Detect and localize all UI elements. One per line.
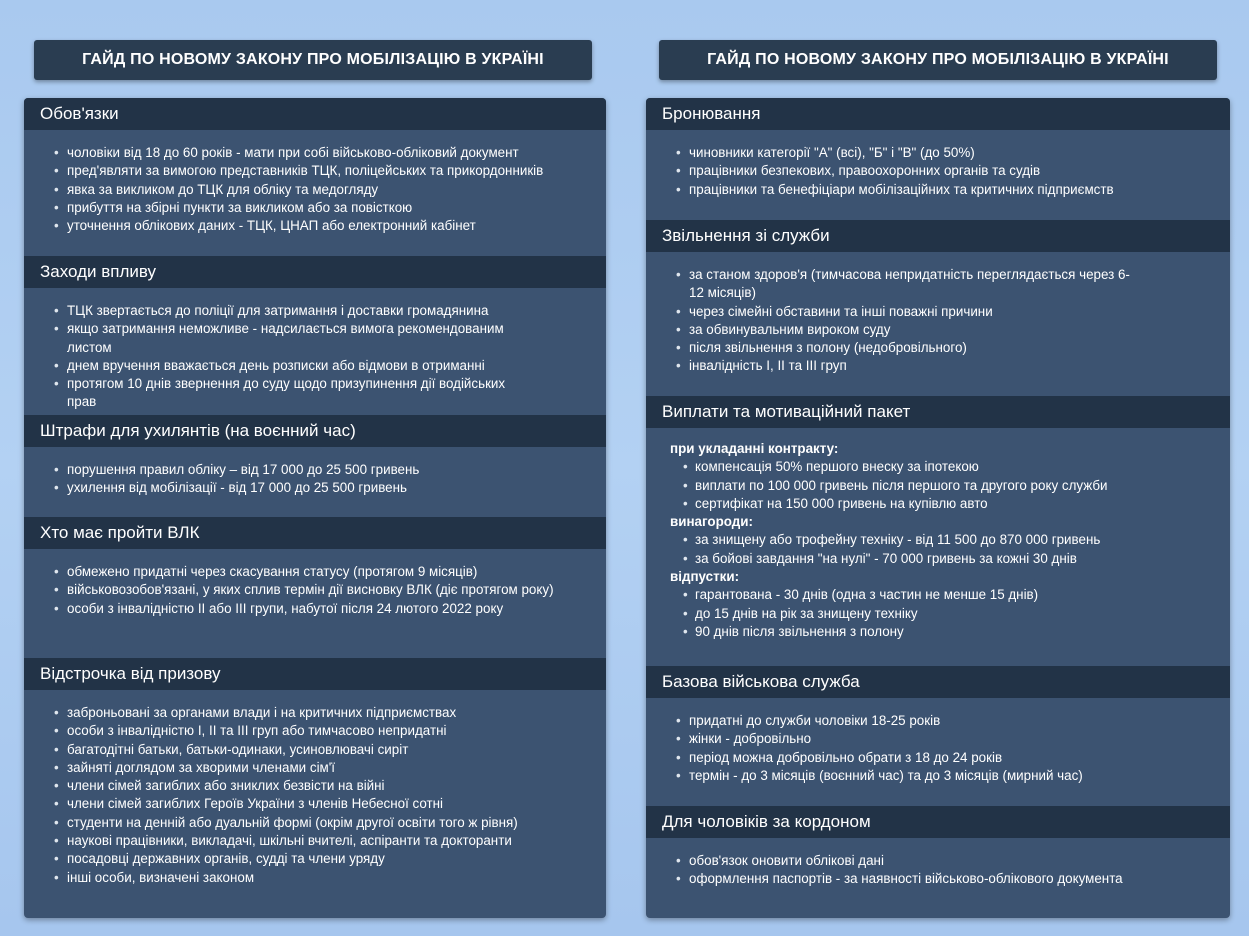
list-item: • жінки - добровільно [676, 730, 1210, 748]
list-item: • до 15 днів на рік за знищену техніку [683, 605, 1210, 623]
group-label: відпустки: [670, 569, 740, 585]
right-panel [646, 98, 1230, 918]
item-list [24, 447, 606, 498]
group-list [646, 531, 1230, 568]
list-item: • сертифікат на 150 000 гривень на купівлю авто [683, 495, 1210, 513]
list-item: • період можна добровільно обрати з 18 до 24 років [676, 749, 1210, 767]
section-heading: Відстрочка від призову [24, 658, 606, 690]
item-list [646, 252, 1230, 376]
list-item: • протягом 10 днів звернення до суду щодо призупинення дії водійських прав [54, 375, 526, 412]
section-heading: Заходи впливу [24, 256, 606, 288]
group-label: винагороди: [670, 514, 753, 530]
item-list [646, 838, 1230, 889]
section-discharge [646, 220, 1230, 376]
list-item: • багатодітні батьки, батьки-одинаки, усиновлювачі сиріт [54, 741, 586, 759]
section-heading: Обов'язки [24, 98, 606, 130]
item-list [24, 130, 606, 235]
section-abroad [646, 806, 1230, 889]
item-list [24, 690, 606, 887]
list-item: • заброньовані за органами влади і на критичних підприємствах [54, 704, 586, 722]
left-panel [24, 98, 606, 918]
section-deferral [24, 658, 606, 887]
group-list [646, 458, 1230, 513]
section-heading: Бронювання [646, 98, 1230, 130]
item-list [24, 288, 606, 412]
left-page-title: ГАЙД ПО НОВОМУ ЗАКОНУ ПРО МОБІЛІЗАЦІЮ В УКРАЇНІ [34, 40, 592, 80]
list-item: • явка за викликом до ТЦК для обліку та медогляду [54, 181, 586, 199]
list-item: • пред'являти за вимогою представників ТЦК, поліцейських та прикордонників [54, 162, 586, 180]
list-item: • компенсація 50% першого внеску за іпотекою [683, 458, 1210, 476]
section-reservation [646, 98, 1230, 199]
list-item: • наукові працівники, викладачі, шкільні вчителі, аспіранти та докторанти [54, 832, 586, 850]
list-item: • військовозобов'язані, у яких сплив термін дії висновку ВЛК (діє протягом року) [54, 581, 566, 599]
list-item: • зайняті доглядом за хворими членами сім'ї [54, 759, 586, 777]
list-item: • ухилення від мобілізації - від 17 000 до 25 500 гривень [54, 479, 586, 497]
list-item: • днем вручення вважається день розписки або відмови в отриманні [54, 357, 526, 375]
list-item: • за знищену або трофейну техніку - від 11 500 до 870 000 гривень [683, 531, 1210, 549]
list-item: • після звільнення з полону (недобровільного) [676, 339, 1140, 357]
section-payments [646, 396, 1230, 641]
list-item: • 90 днів після звільнення з полону [683, 623, 1210, 641]
section-heading: Штрафи для ухилянтів (на воєнний час) [24, 415, 606, 447]
right-page-title: ГАЙД ПО НОВОМУ ЗАКОНУ ПРО МОБІЛІЗАЦІЮ В УКРАЇНІ [659, 40, 1217, 80]
list-item: • інвалідність I, II та III груп [676, 357, 1140, 375]
section-medical-board [24, 517, 606, 618]
section-heading: Виплати та мотиваційний пакет [646, 396, 1230, 428]
section-basic-service [646, 666, 1230, 785]
list-item: • через сімейні обставини та інші поважні причини [676, 303, 1140, 321]
list-item: • особи з інвалідністю II або III групи, набутої після 24 лютого 2022 року [54, 600, 566, 618]
list-item: • гарантована - 30 днів (одна з частин не менше 15 днів) [683, 586, 1210, 604]
list-item: • працівники безпекових, правоохоронних органів та судів [676, 162, 1210, 180]
list-item: • якщо затримання неможливе - надсилається вимога рекомендованим листом [54, 320, 526, 357]
group-label: при укладанні контракту: [670, 441, 839, 456]
section-enforcement [24, 256, 606, 412]
list-item: • посадовці державних органів, судді та члени уряду [54, 850, 586, 868]
list-item: • інші особи, визначені законом [54, 869, 586, 887]
list-item: • обмежено придатні через скасування статусу (протягом 9 місяців) [54, 563, 566, 581]
payments-body [646, 428, 1230, 641]
list-item: • чиновники категорії "А" (всі), "Б" і "В" (до 50%) [676, 144, 1210, 162]
list-item: • уточнення облікових даних - ТЦК, ЦНАП або електронний кабінет [54, 217, 586, 235]
section-fines [24, 415, 606, 498]
item-list [646, 698, 1230, 785]
list-item: • термін - до 3 місяців (воєнний час) та до 3 місяців (мирний час) [676, 767, 1210, 785]
list-item: • обов'язок оновити облікові дані [676, 852, 1210, 870]
group-list [646, 586, 1230, 641]
list-item: • оформлення паспортів - за наявності військово-облікового документа [676, 870, 1210, 888]
list-item: • за станом здоров'я (тимчасова непридатність переглядається через 6-12 місяців) [676, 266, 1140, 303]
list-item: • чоловіки від 18 до 60 років - мати при собі військово-обліковий документ [54, 144, 586, 162]
list-item: • особи з інвалідністю I, II та III груп або тимчасово непридатні [54, 722, 586, 740]
item-list [24, 549, 606, 618]
section-obligations [24, 98, 606, 235]
list-item: • виплати по 100 000 гривень після першого та другого року служби [683, 477, 1210, 495]
list-item: • порушення правил обліку – від 17 000 до 25 500 гривень [54, 461, 586, 479]
list-item: • працівники та бенефіціари мобілізаційних та критичних підприємств [676, 181, 1210, 199]
section-heading: Базова військова служба [646, 666, 1230, 698]
list-item: • за бойові завдання "на нулі" - 70 000 гривень за кожні 30 днів [683, 550, 1210, 568]
list-item: • члени сімей загиблих або зниклих безвісти на війні [54, 777, 586, 795]
section-heading: Хто має пройти ВЛК [24, 517, 606, 549]
list-item: • придатні до служби чоловіки 18-25 років [676, 712, 1210, 730]
list-item: • студенти на денній або дуальній формі (окрім другої освіти того ж рівня) [54, 814, 586, 832]
list-item: • за обвинувальним вироком суду [676, 321, 1140, 339]
section-heading: Звільнення зі служби [646, 220, 1230, 252]
list-item: • прибуття на збірні пункти за викликом або за повісткою [54, 199, 586, 217]
section-heading: Для чоловіків за кордоном [646, 806, 1230, 838]
list-item: • ТЦК звертається до поліції для затримання і доставки громадянина [54, 302, 526, 320]
list-item: • члени сімей загиблих Героїв України з членів Небесної сотні [54, 795, 586, 813]
item-list [646, 130, 1230, 199]
